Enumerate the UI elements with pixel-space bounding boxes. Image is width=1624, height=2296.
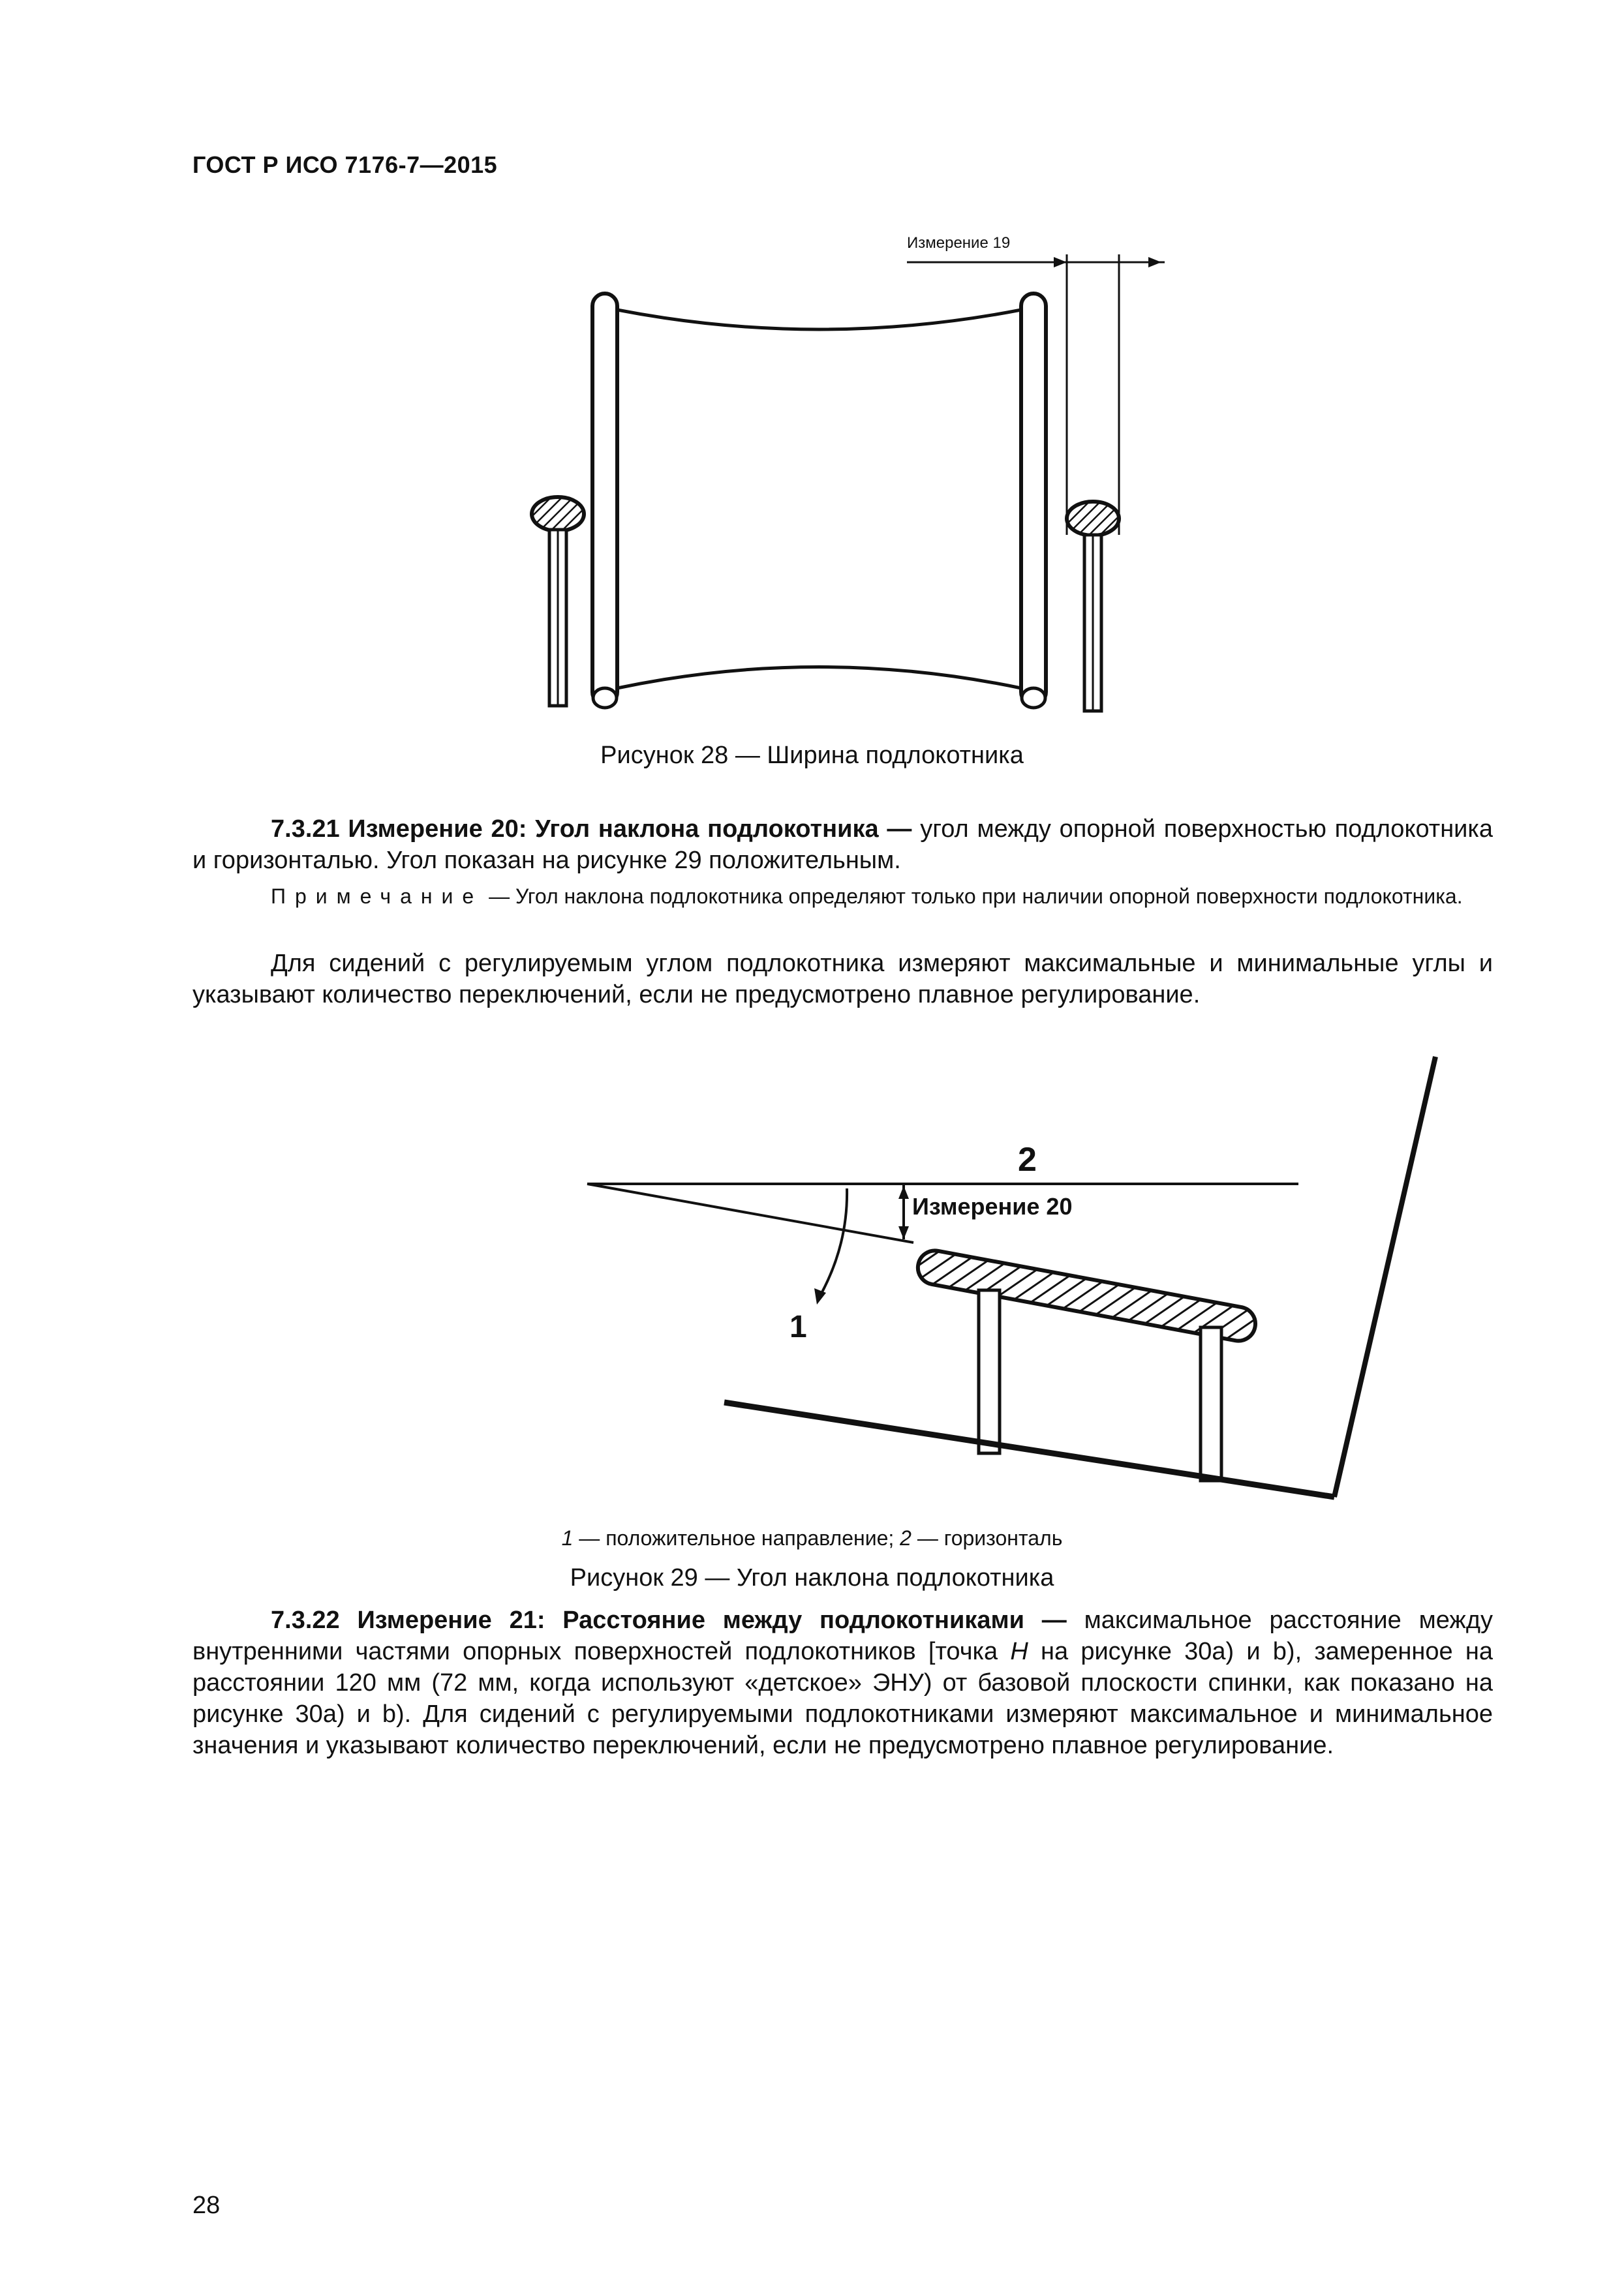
- page-number: 28: [192, 2192, 221, 2219]
- section-7-3-22-paragraph: [192, 1605, 1493, 1761]
- section-7-3-21-text: угол между опорной поверхностью подлокотника и горизонталью. Угол показан на рисунке 29 положительным.: [192, 815, 1493, 874]
- section-7-3-21-paragraph: [192, 813, 1493, 876]
- section-7-3-22-text-a: максимальное расстояние между внутренними частями опорных поверхностей подлокотников [точка: [192, 1607, 1494, 1665]
- figure-28-caption: Рисунок 28 — Ширина подлокотника: [600, 742, 1024, 769]
- figure-29-armrest-angle: [574, 1044, 1462, 1520]
- figure-29-caption: Рисунок 29 — Угол наклона подлокотника: [570, 1564, 1054, 1592]
- section-7-3-22-heading: 7.3.22 Измерение 21: Расстояние между подлокотниками —: [271, 1607, 1067, 1634]
- section-7-3-21-note: [192, 882, 1493, 911]
- figure-28-armrest-width: [509, 228, 1174, 744]
- figure-29-label-1: 1: [789, 1310, 807, 1344]
- legend-key-2: 2: [900, 1526, 912, 1550]
- legend-key-1: 1: [561, 1526, 574, 1550]
- section-7-3-21-heading: 7.3.21 Измерение 20: Угол наклона подлокотника —: [271, 815, 912, 843]
- document-header: ГОСТ Р ИСО 7176-7—2015: [192, 151, 498, 178]
- point-h: H: [1010, 1638, 1028, 1665]
- figure-28-dimension-label: Измерение 19: [907, 234, 1011, 252]
- section-7-3-22-text-b: на рисунке 30a) и b), замеренное на расстоянии 120 мм (72 мм, когда используют «детское» ЭНУ) от базовой плоскости спинки, как показано на рисунке 30a) и b). Для сидений с регулируемыми подлокотниками измеряют максимальное и минимальное значения и указывают количество переключений, если не предусмотрено плавное регулирование.: [192, 1638, 1493, 1759]
- figure-29-label-2: 2: [1018, 1141, 1037, 1179]
- section-7-3-21-adjustable-paragraph: Для сидений с регулируемым углом подлокотника измеряют максимальные и минимальные углы и указывают количество переключений, если не предусмотрено плавное регулирование.: [192, 950, 1493, 1008]
- note-label: Примечание: [271, 884, 483, 908]
- figure-29-dimension-label: Измерение 20: [912, 1193, 1073, 1220]
- legend-text-2: — горизонталь: [911, 1526, 1063, 1550]
- legend-text-1: — положительное направление;: [573, 1526, 900, 1550]
- note-text: — Угол наклона подлокотника определяют только при наличии опорной поверхности подлокотника.: [483, 884, 1463, 908]
- figure-29-legend: [0, 1526, 1624, 1550]
